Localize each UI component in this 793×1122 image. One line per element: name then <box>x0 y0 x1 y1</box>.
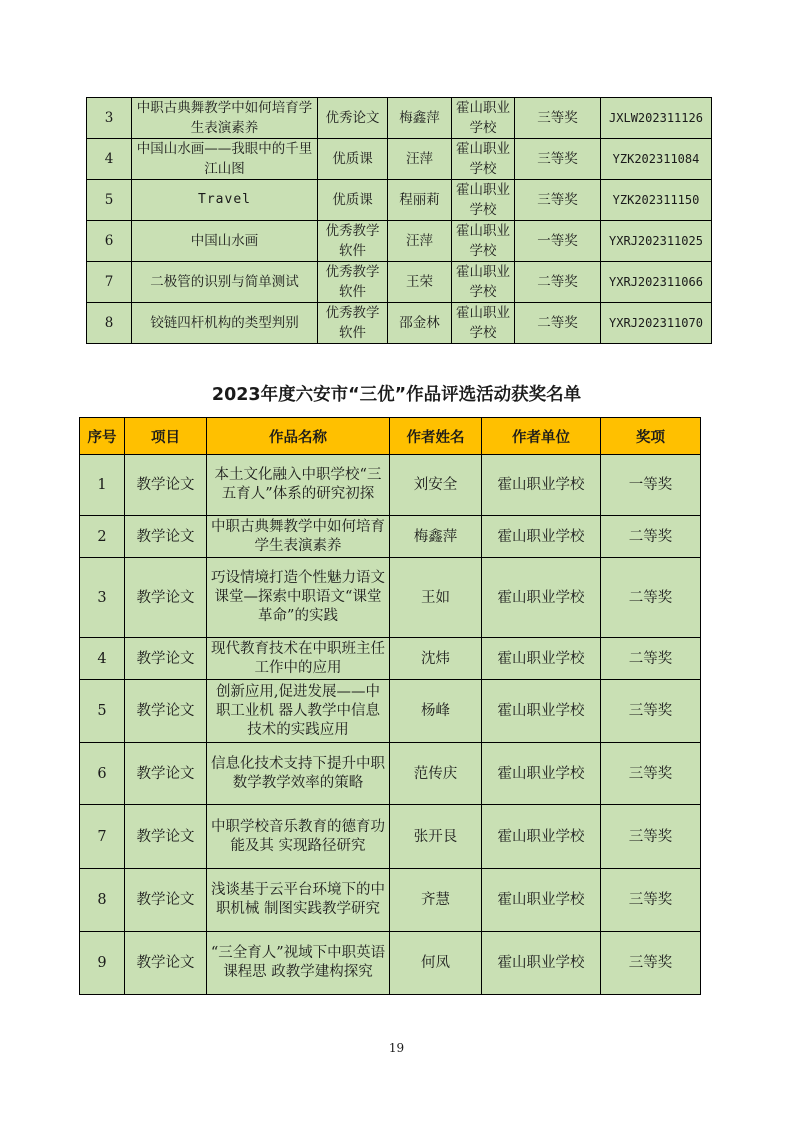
table-row <box>87 262 712 303</box>
cell-award: 一等奖 <box>515 221 601 262</box>
cell-code: JXLW202311126 <box>601 98 712 139</box>
cell-no: 7 <box>80 805 125 869</box>
table-row <box>87 98 712 139</box>
table-row <box>80 869 701 932</box>
cell-award: 二等奖 <box>601 638 701 680</box>
cell-item: 教学论文 <box>125 743 207 805</box>
header-unit: 作者单位 <box>482 418 601 455</box>
cell-code: YZK202311084 <box>601 139 712 180</box>
header-item: 项目 <box>125 418 207 455</box>
cell-category: 优秀教学软件 <box>318 221 388 262</box>
cell-no: 5 <box>87 180 132 221</box>
cell-author: 邵金林 <box>388 303 452 344</box>
cell-award: 三等奖 <box>601 805 701 869</box>
cell-unit: 霍山职业学校 <box>482 516 601 558</box>
cell-item: 教学论文 <box>125 805 207 869</box>
cell-award: 二等奖 <box>515 303 601 344</box>
cell-no: 4 <box>80 638 125 680</box>
cell-no: 6 <box>80 743 125 805</box>
cell-no: 8 <box>87 303 132 344</box>
table-row <box>80 558 701 638</box>
table-row <box>80 680 701 743</box>
cell-unit: 霍山职业学校 <box>452 180 515 221</box>
cell-award: 三等奖 <box>515 180 601 221</box>
cell-no: 9 <box>80 932 125 995</box>
section-title: 2023年度六安市“三优”作品评选活动获奖名单 <box>211 385 582 405</box>
header-no: 序号 <box>80 418 125 455</box>
cell-code: YZK202311150 <box>601 180 712 221</box>
cell-author: 杨峰 <box>390 680 482 743</box>
cell-item: 教学论文 <box>125 680 207 743</box>
table-row <box>80 516 701 558</box>
cell-award: 二等奖 <box>601 516 701 558</box>
cell-unit: 霍山职业学校 <box>482 455 601 516</box>
cell-no: 6 <box>87 221 132 262</box>
table-row <box>87 221 712 262</box>
cell-unit: 霍山职业学校 <box>482 638 601 680</box>
cell-unit: 霍山职业学校 <box>452 139 515 180</box>
cell-award: 三等奖 <box>601 680 701 743</box>
cell-author: 沈炜 <box>390 638 482 680</box>
table-row <box>80 638 701 680</box>
cell-unit: 霍山职业学校 <box>482 680 601 743</box>
table-row <box>80 743 701 805</box>
cell-category: 优秀教学软件 <box>318 262 388 303</box>
cell-no: 3 <box>80 558 125 638</box>
table-row <box>87 139 712 180</box>
cell-title: 铰链四杆机构的类型判别 <box>132 303 318 344</box>
cell-work: 浅谈基于云平台环境下的中职机械 制图实践教学研究 <box>207 869 390 932</box>
cell-item: 教学论文 <box>125 932 207 995</box>
cell-code: YXRJ202311025 <box>601 221 712 262</box>
cell-unit: 霍山职业学校 <box>482 743 601 805</box>
cell-author: 梅鑫萍 <box>390 516 482 558</box>
table-row <box>80 932 701 995</box>
cell-code: YXRJ202311066 <box>601 262 712 303</box>
table-row <box>80 805 701 869</box>
cell-work: 现代教育技术在中职班主任工作中的应用 <box>207 638 390 680</box>
cell-title: 中国山水画 <box>132 221 318 262</box>
cell-unit: 霍山职业学校 <box>482 869 601 932</box>
cell-work: 巧设情境打造个性魅力语文课堂—探索中职语文“课堂革命”的实践 <box>207 558 390 638</box>
cell-item: 教学论文 <box>125 558 207 638</box>
cell-work: 信息化技术支持下提升中职 数学教学效率的策略 <box>207 743 390 805</box>
cell-no: 5 <box>80 680 125 743</box>
cell-author: 张开艮 <box>390 805 482 869</box>
cell-unit: 霍山职业学校 <box>482 932 601 995</box>
cell-no: 2 <box>80 516 125 558</box>
cell-work: “三全育人”视域下中职英语课程思 政教学建构探究 <box>207 932 390 995</box>
cell-award: 二等奖 <box>601 558 701 638</box>
header-award: 奖项 <box>601 418 701 455</box>
cell-author: 梅鑫萍 <box>388 98 452 139</box>
header-work: 作品名称 <box>207 418 390 455</box>
cell-title: 中国山水画——我眼中的千里江山图 <box>132 139 318 180</box>
cell-author: 汪萍 <box>388 139 452 180</box>
cell-award: 三等奖 <box>601 932 701 995</box>
cell-unit: 霍山职业学校 <box>452 262 515 303</box>
table-row <box>87 303 712 344</box>
award-list-table <box>79 417 701 995</box>
cell-category: 优秀教学软件 <box>318 303 388 344</box>
cell-author: 齐慧 <box>390 869 482 932</box>
cell-unit: 霍山职业学校 <box>482 805 601 869</box>
cell-work: 中职学校音乐教育的德育功能及其 实现路径研究 <box>207 805 390 869</box>
cell-work: 创新应用,促进发展——中职工业机 器人教学中信息技术的实践应用 <box>207 680 390 743</box>
header-author: 作者姓名 <box>390 418 482 455</box>
cell-item: 教学论文 <box>125 516 207 558</box>
cell-no: 3 <box>87 98 132 139</box>
cell-author: 王荣 <box>388 262 452 303</box>
cell-category: 优质课 <box>318 180 388 221</box>
cell-author: 王如 <box>390 558 482 638</box>
cell-no: 8 <box>80 869 125 932</box>
cell-code: YXRJ202311070 <box>601 303 712 344</box>
cell-category: 优质课 <box>318 139 388 180</box>
cell-item: 教学论文 <box>125 455 207 516</box>
award-table-continued <box>86 97 712 344</box>
cell-title: 二极管的识别与简单测试 <box>132 262 318 303</box>
cell-title: Travel <box>132 180 318 221</box>
cell-award: 三等奖 <box>515 98 601 139</box>
cell-award: 二等奖 <box>515 262 601 303</box>
cell-award: 三等奖 <box>601 869 701 932</box>
table-row <box>87 180 712 221</box>
cell-category: 优秀论文 <box>318 98 388 139</box>
cell-award: 三等奖 <box>601 743 701 805</box>
cell-author: 刘安全 <box>390 455 482 516</box>
cell-award: 一等奖 <box>601 455 701 516</box>
cell-title: 中职古典舞教学中如何培育学生表演素养 <box>132 98 318 139</box>
cell-work: 本土文化融入中职学校“三五育人”体系的研究初探 <box>207 455 390 516</box>
cell-work: 中职古典舞教学中如何培育 学生表演素养 <box>207 516 390 558</box>
cell-no: 1 <box>80 455 125 516</box>
cell-author: 范传庆 <box>390 743 482 805</box>
cell-unit: 霍山职业学校 <box>482 558 601 638</box>
cell-author: 汪萍 <box>388 221 452 262</box>
cell-item: 教学论文 <box>125 869 207 932</box>
table-row <box>80 455 701 516</box>
cell-unit: 霍山职业学校 <box>452 303 515 344</box>
table-header-row <box>80 418 701 455</box>
cell-author: 何凤 <box>390 932 482 995</box>
cell-no: 7 <box>87 262 132 303</box>
cell-item: 教学论文 <box>125 638 207 680</box>
cell-author: 程丽莉 <box>388 180 452 221</box>
cell-award: 三等奖 <box>515 139 601 180</box>
page-number: 19 <box>388 1041 405 1055</box>
cell-unit: 霍山职业学校 <box>452 98 515 139</box>
cell-unit: 霍山职业学校 <box>452 221 515 262</box>
cell-no: 4 <box>87 139 132 180</box>
